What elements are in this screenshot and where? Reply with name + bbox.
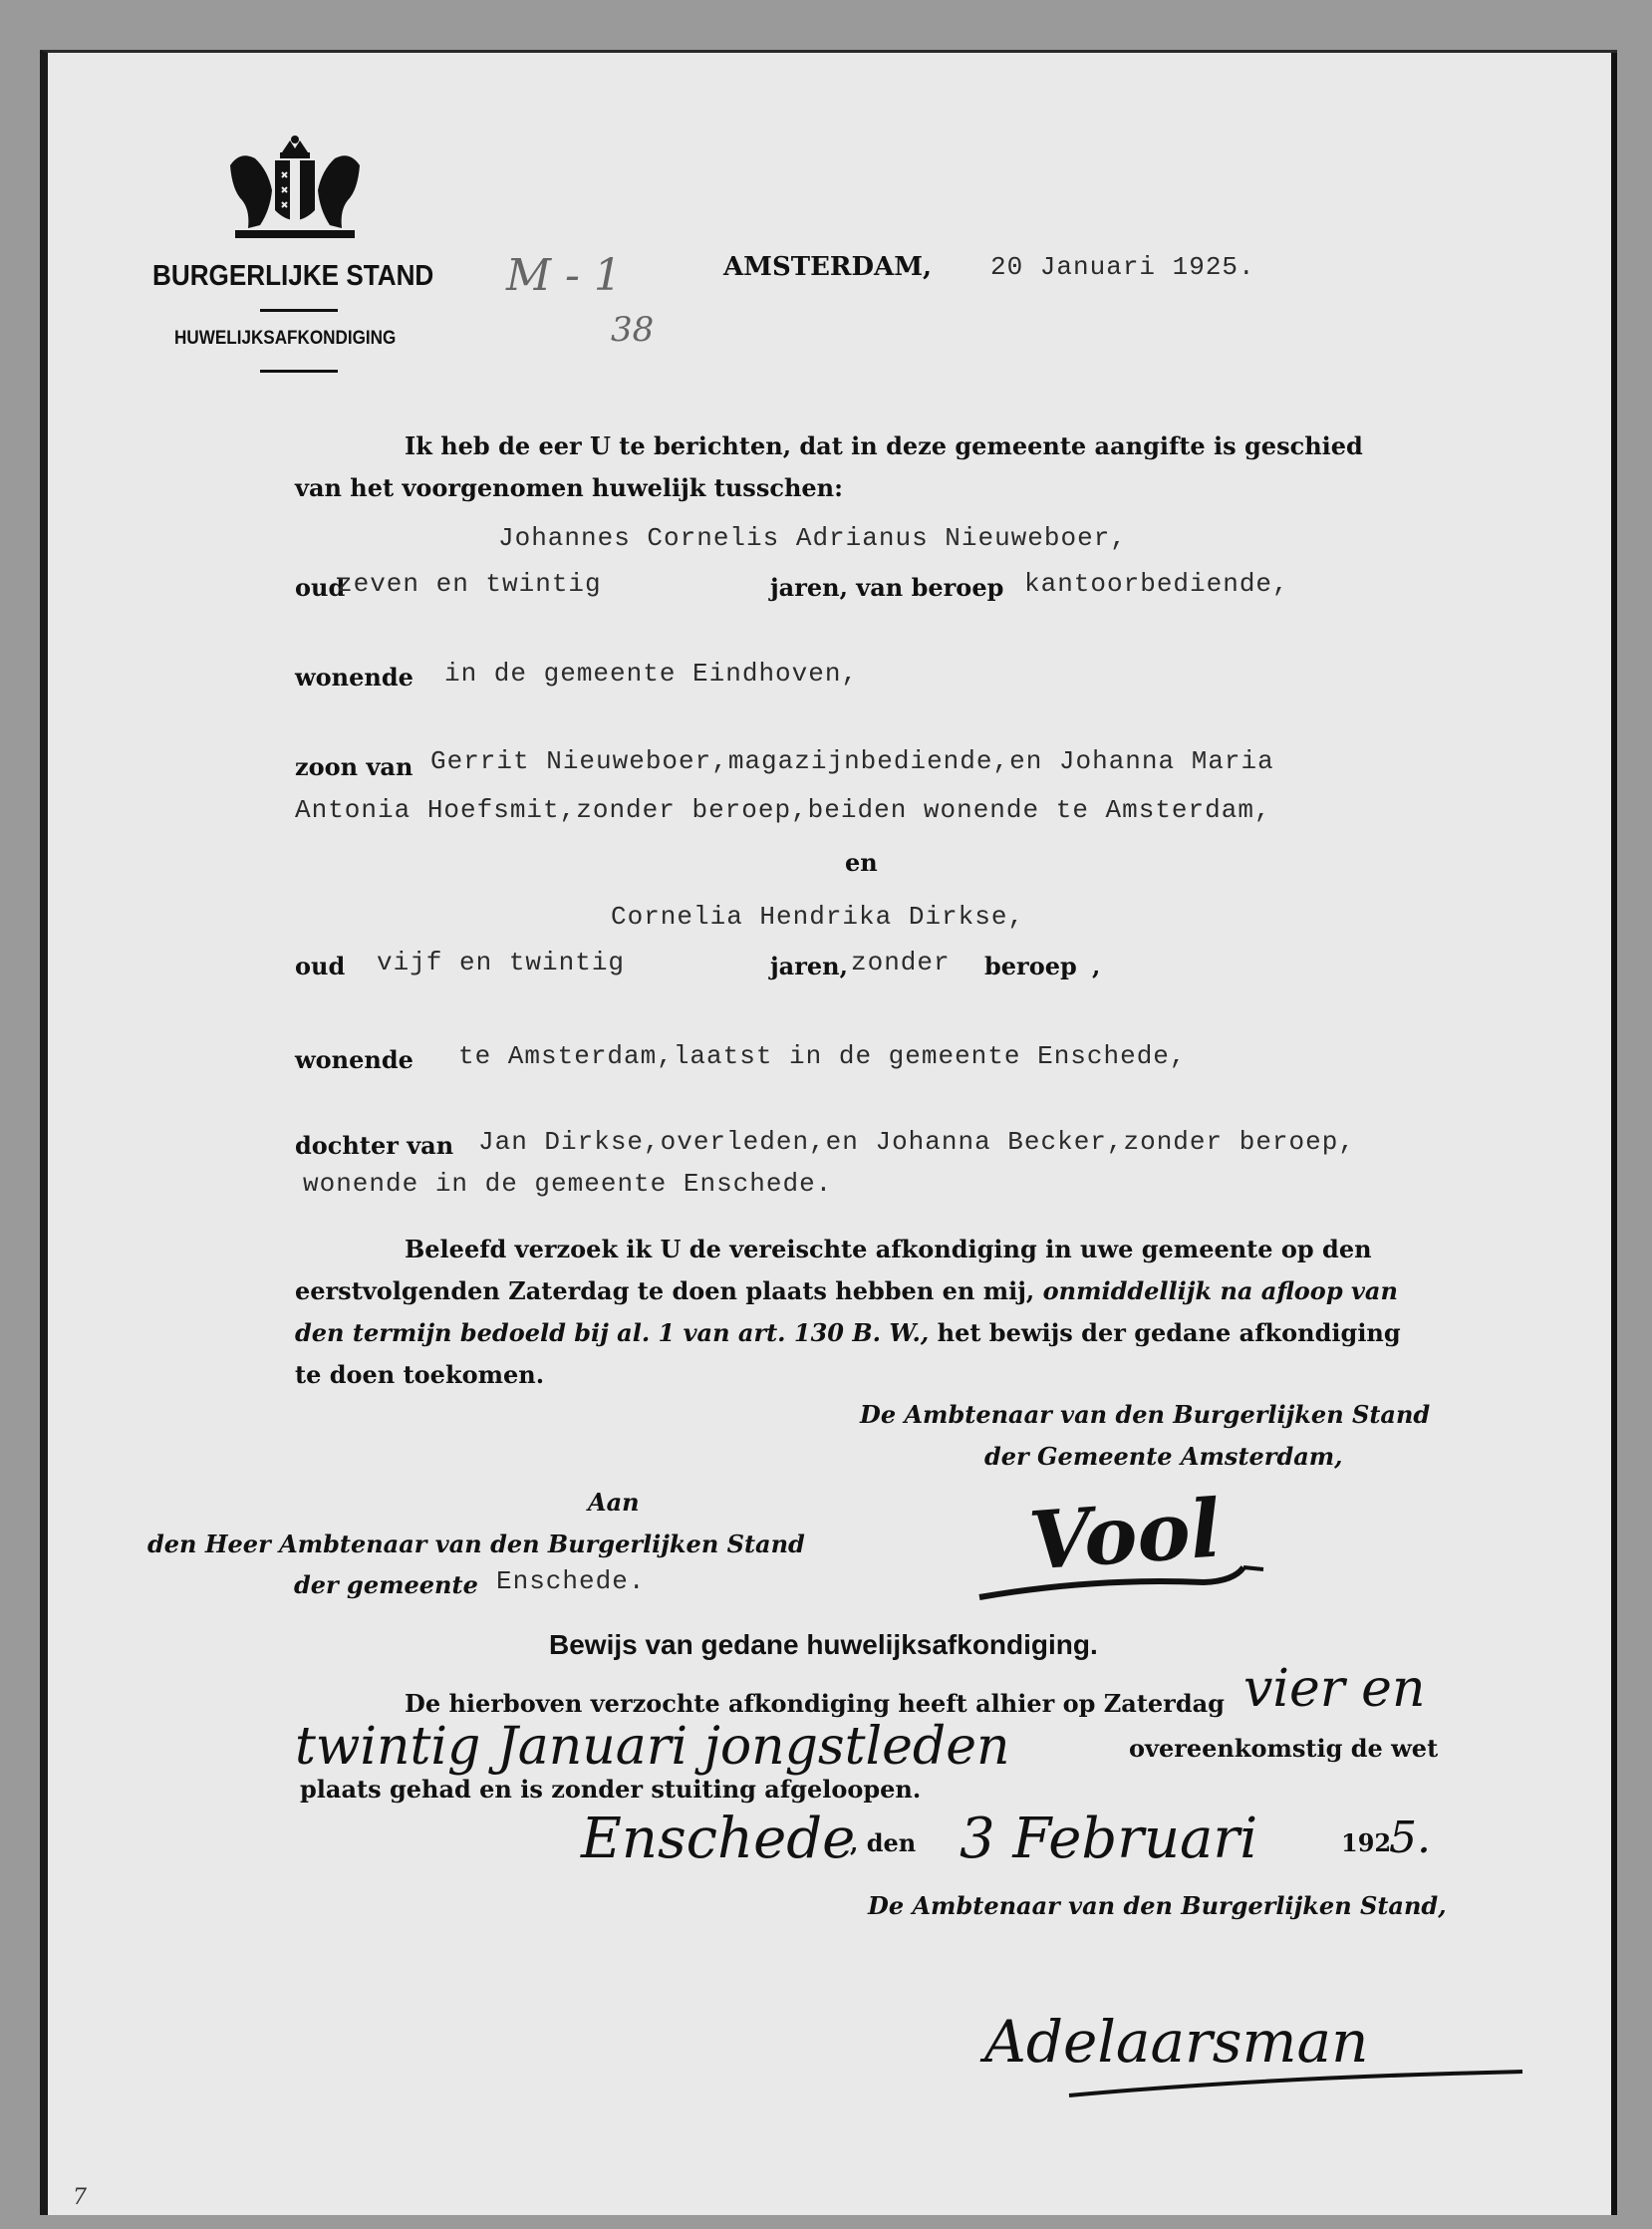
proof-handwritten-2: twintig Januari jongstleden bbox=[295, 1717, 1010, 1777]
dateline-date: 20 Januari 1925. bbox=[990, 252, 1255, 282]
letterhead-subtitle: HUWELIJKSAFKONDIGING bbox=[174, 328, 397, 349]
proof-signature-underline bbox=[1064, 2056, 1532, 2105]
bride-parents-line-1: Jan Dirkse,overleden,en Johanna Becker,zonder beroep, bbox=[478, 1127, 1355, 1157]
groom-parents-line-1: Gerrit Nieuweboer,magazijnbediende,en Johanna Maria bbox=[430, 746, 1274, 776]
groom-parents-line-2: Antonia Hoefsmit,zonder beroep,beiden wonende te Amsterdam, bbox=[295, 795, 1271, 825]
request-line-2-text: eerstvolgenden Zaterdag te doen plaats hebben en mij, bbox=[295, 1276, 1035, 1305]
proof-place: Enschede bbox=[581, 1807, 856, 1871]
groom-parents-label: zoon van bbox=[295, 752, 413, 781]
signatory-signature-flourish bbox=[974, 1537, 1293, 1617]
intro-line-1: Ik heb de eer U te berichten, dat in deze gemeente aangifte is geschied bbox=[405, 431, 1363, 460]
groom-profession-label: jaren, van beroep bbox=[770, 573, 1004, 602]
letterhead-title: BURGERLIJKE STAND bbox=[152, 260, 434, 292]
addressee-line-3: der gemeente bbox=[294, 1570, 478, 1599]
proof-line-3: plaats gehad en is zonder stuiting afgeloopen. bbox=[300, 1775, 922, 1804]
request-line-3-text: het bewijs der gedane afkondiging bbox=[937, 1318, 1401, 1347]
margin-mark: 7 bbox=[73, 2185, 87, 2210]
request-line-2-italic: onmiddellijk na afloop van bbox=[1042, 1276, 1398, 1305]
proof-date: 3 Februari bbox=[960, 1807, 1258, 1871]
proof-official: De Ambtenaar van den Burgerlijken Stand, bbox=[868, 1891, 1447, 1920]
addressee-line-2: den Heer Ambtenaar van den Burgerlijken Stand bbox=[147, 1530, 805, 1558]
proof-handwritten-1: vier en bbox=[1243, 1659, 1426, 1719]
bride-age: vijf en twintig bbox=[377, 948, 626, 977]
bride-profession-typed: zonder bbox=[851, 948, 951, 977]
proof-signature: Adelaarsman bbox=[984, 2008, 1369, 2076]
bride-profession-label-1: jaren, bbox=[770, 952, 848, 980]
conjunction-en: en bbox=[845, 848, 878, 877]
request-line-4: te doen toekomen. bbox=[295, 1360, 545, 1389]
bride-profession-end: , bbox=[1092, 952, 1101, 980]
request-line-3-italic: den termijn bedoeld bij al. 1 van art. 130 B. W., bbox=[295, 1318, 930, 1347]
groom-name: Johannes Cornelis Adrianus Nieuweboer, bbox=[498, 523, 1127, 553]
signatory-signature: Vool bbox=[1025, 1481, 1224, 1588]
addressee-line-1: Aan bbox=[588, 1488, 640, 1517]
proof-year-printed: 192 bbox=[1341, 1828, 1392, 1857]
bride-residence-label: wonende bbox=[295, 1045, 413, 1074]
proof-year-hand: 5. bbox=[1389, 1812, 1431, 1863]
intro-line-2: van het voorgenomen huwelijk tusschen: bbox=[295, 473, 843, 502]
document-sheet bbox=[40, 50, 1617, 2215]
dateline-city: AMSTERDAM, bbox=[723, 252, 933, 282]
bride-age-label: oud bbox=[295, 952, 346, 980]
request-line-2 bbox=[295, 1276, 1398, 1305]
groom-residence: in de gemeente Eindhoven, bbox=[444, 659, 859, 689]
request-line-3 bbox=[295, 1318, 1401, 1347]
bride-profession-label-2: beroep bbox=[984, 952, 1077, 980]
addressee-municipality: Enschede. bbox=[496, 1566, 646, 1596]
groom-residence-label: wonende bbox=[295, 663, 413, 692]
bride-parents-label: dochter van bbox=[295, 1131, 454, 1160]
letterhead-rule-2 bbox=[260, 370, 338, 373]
proof-heading: Bewijs van gedane huwelijksafkondiging. bbox=[549, 1629, 1098, 1660]
groom-profession: kantoorbediende, bbox=[1024, 569, 1289, 599]
bride-residence: te Amsterdam,laatst in de gemeente Enschede, bbox=[458, 1041, 1187, 1071]
request-line-1: Beleefd verzoek ik U de vereischte afkondiging in uwe gemeente op den bbox=[405, 1235, 1372, 1263]
handwritten-reference-1: M - 1 bbox=[506, 250, 622, 301]
signatory-line-2: der Gemeente Amsterdam, bbox=[984, 1442, 1343, 1471]
proof-den-label: , den bbox=[850, 1828, 917, 1857]
proof-line-2-end: overeenkomstig de wet bbox=[1129, 1734, 1439, 1763]
bride-name: Cornelia Hendrika Dirkse, bbox=[611, 902, 1025, 932]
groom-age-label: oud bbox=[295, 573, 346, 602]
handwritten-reference-2: 38 bbox=[611, 310, 655, 350]
groom-age: zeven en twintig bbox=[337, 569, 602, 599]
proof-line-1: De hierboven verzochte afkondiging heeft alhier op Zaterdag bbox=[405, 1689, 1225, 1718]
letterhead-rule-1 bbox=[260, 309, 338, 312]
signatory-line-1: De Ambtenaar van den Burgerlijken Stand bbox=[860, 1400, 1431, 1429]
bride-parents-line-2: wonende in de gemeente Enschede. bbox=[303, 1169, 833, 1199]
amsterdam-coat-of-arms-icon bbox=[220, 131, 370, 245]
